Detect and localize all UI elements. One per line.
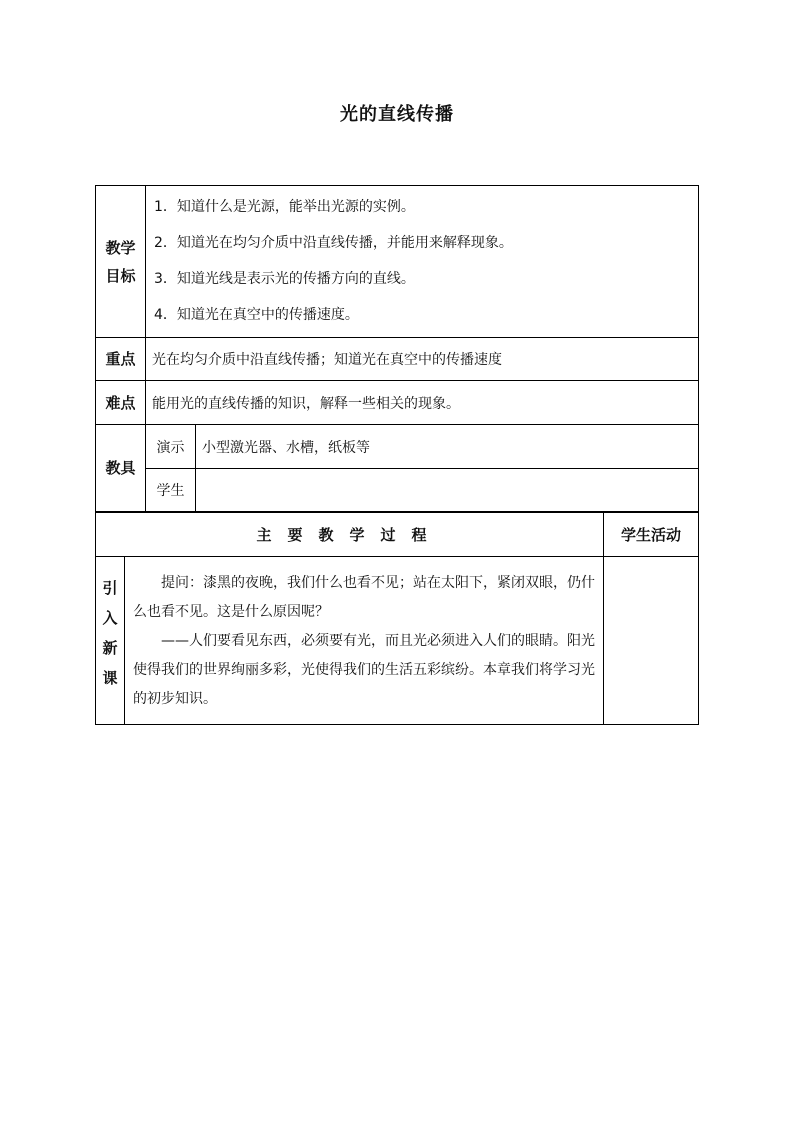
intro-label-char-1: 引: [102, 579, 118, 597]
goal-item-3: 3．知道光线是表示光的传播方向的直线。: [154, 270, 415, 287]
key-point-text: 光在均匀介质中沿直线传播；知道光在真空中的传播速度: [146, 338, 699, 381]
page-title: 光的直线传播: [340, 104, 454, 125]
demo-tools-text: 小型激光器、水槽，纸板等: [196, 425, 699, 469]
goals-label-line-2: 目标: [105, 266, 136, 285]
teaching-process-table: [95, 512, 699, 725]
intro-row: [96, 557, 699, 725]
difficulty-label: 难点: [96, 381, 146, 425]
goal-item-2: 2．知道光在均匀介质中沿直线传播，并能用来解释现象。: [154, 234, 513, 251]
goals-list: [146, 186, 699, 338]
intro-section-label: [96, 557, 125, 725]
student-tools-row: [96, 469, 699, 512]
demo-label: 演示: [146, 425, 196, 469]
difficulty-text: 能用光的直线传播的知识，解释一些相关的现象。: [146, 381, 699, 425]
intro-label-char-4: 课: [102, 669, 118, 687]
intro-content: [125, 557, 604, 725]
student-activity-cell: [604, 557, 699, 725]
key-point-label: 重点: [96, 338, 146, 381]
student-tools-text: [196, 469, 699, 512]
difficulty-row: [96, 381, 699, 425]
process-header-row: [96, 513, 699, 557]
student-activity-header: 学生活动: [604, 513, 699, 557]
main-process-header: 主要教学过程: [96, 513, 604, 557]
intro-paragraph-2: ——人们要看见东西，必须要有光，而且光必须进入人们的眼睛。阳光使得我们的世界绚丽多彩，光使得我们的生活五彩缤纷。本章我们将学习光的初步知识。: [133, 633, 595, 707]
intro-paragraph-1: 提问：漆黑的夜晚，我们什么也看不见；站在太阳下，紧闭双眼，仍什么也看不见。这是什么原因呢？: [133, 575, 595, 620]
student-label: 学生: [146, 469, 196, 512]
lesson-info-table: [95, 185, 699, 512]
intro-label-char-3: 新: [102, 639, 118, 657]
goal-item-4: 4．知道光在真空中的传播速度。: [154, 306, 359, 323]
goals-row: [96, 186, 699, 338]
goal-item-1: 1．知道什么是光源，能举出光源的实例。: [154, 198, 415, 215]
goals-label-line-1: 教学: [105, 238, 136, 257]
intro-label-char-2: 入: [102, 609, 118, 627]
demo-tools-row: [96, 425, 699, 469]
tools-label: 教具: [96, 425, 146, 512]
key-point-row: [96, 338, 699, 381]
goals-label: [96, 186, 146, 338]
